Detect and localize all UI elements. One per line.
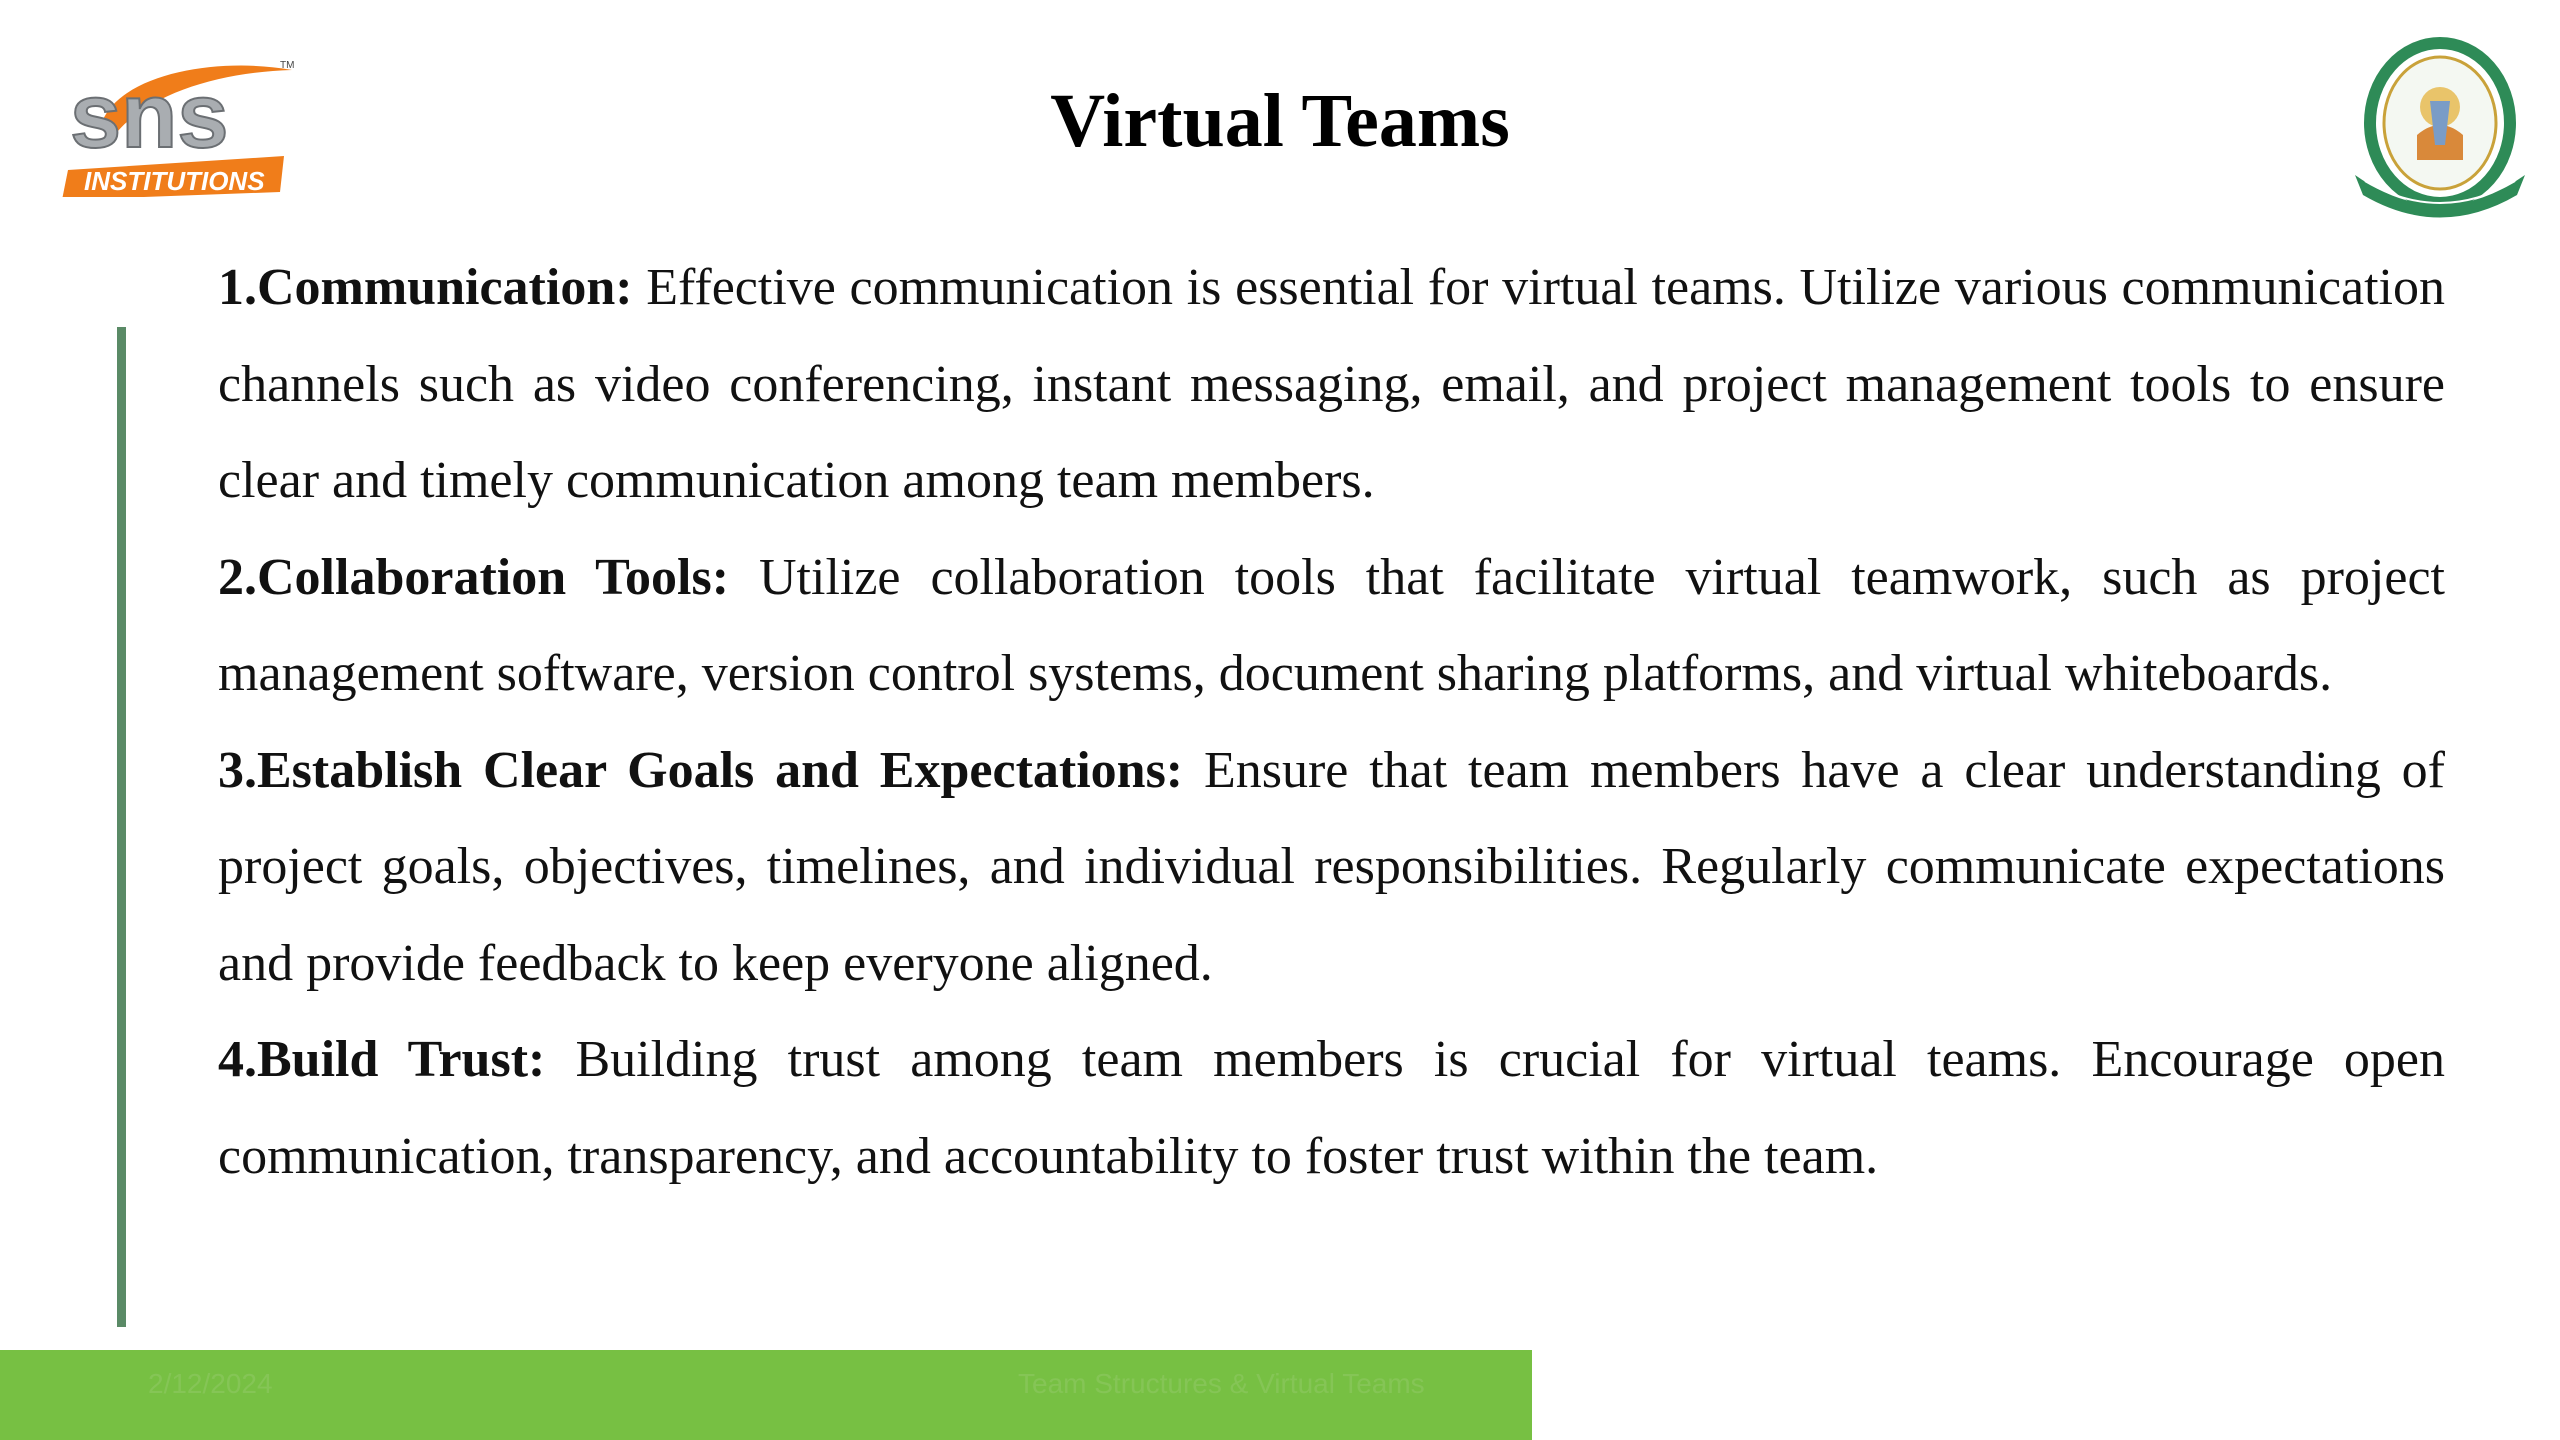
point-build-trust: [218, 1012, 2445, 1205]
point-communication: [218, 240, 2445, 530]
point-text: Effective communication is essential for virtual teams. Utilize various communication channels such as video conferencing, instant messaging, email, and project management tools to ensure clear and timely communication among team members.: [218, 259, 2445, 509]
point-heading: 1.Communication:: [218, 259, 633, 316]
point-text: Utilize collaboration tools that facilitate virtual teamwork, such as project management software, version control systems, document sharing platforms, and virtual whiteboards.: [218, 548, 2445, 702]
svg-text:TM: TM: [280, 60, 295, 71]
point-heading: 4.Build Trust:: [218, 1031, 546, 1088]
svg-text:INSTITUTIONS: INSTITUTIONS: [84, 166, 265, 196]
footer-date: 2/12/2024: [148, 1368, 273, 1399]
point-text: Ensure that team members have a clear understanding of project goals, objectives, timelines, and individual responsibilities. Regularly communicate expectations and provide feedback to keep everyone aligned.: [218, 741, 2445, 992]
point-heading: 3.Establish Clear Goals and Expectations:: [218, 741, 1184, 799]
point-collaboration-tools: [218, 530, 2445, 723]
left-accent-bar: [117, 327, 126, 1327]
point-heading: 2.Collaboration Tools:: [218, 548, 730, 606]
svg-text:sns: sns: [70, 65, 229, 167]
point-text: Building trust among team members is crucial for virtual teams. Encourage open communication, transparency, and accountability to foster trust within the team.: [218, 1031, 2446, 1185]
point-goals-expectations: [218, 723, 2445, 1013]
slide-content: [218, 240, 2445, 1205]
slide-title: Virtual Teams: [1050, 79, 1510, 163]
footer-title: Team Structures & Virtual Teams: [1018, 1368, 1425, 1399]
